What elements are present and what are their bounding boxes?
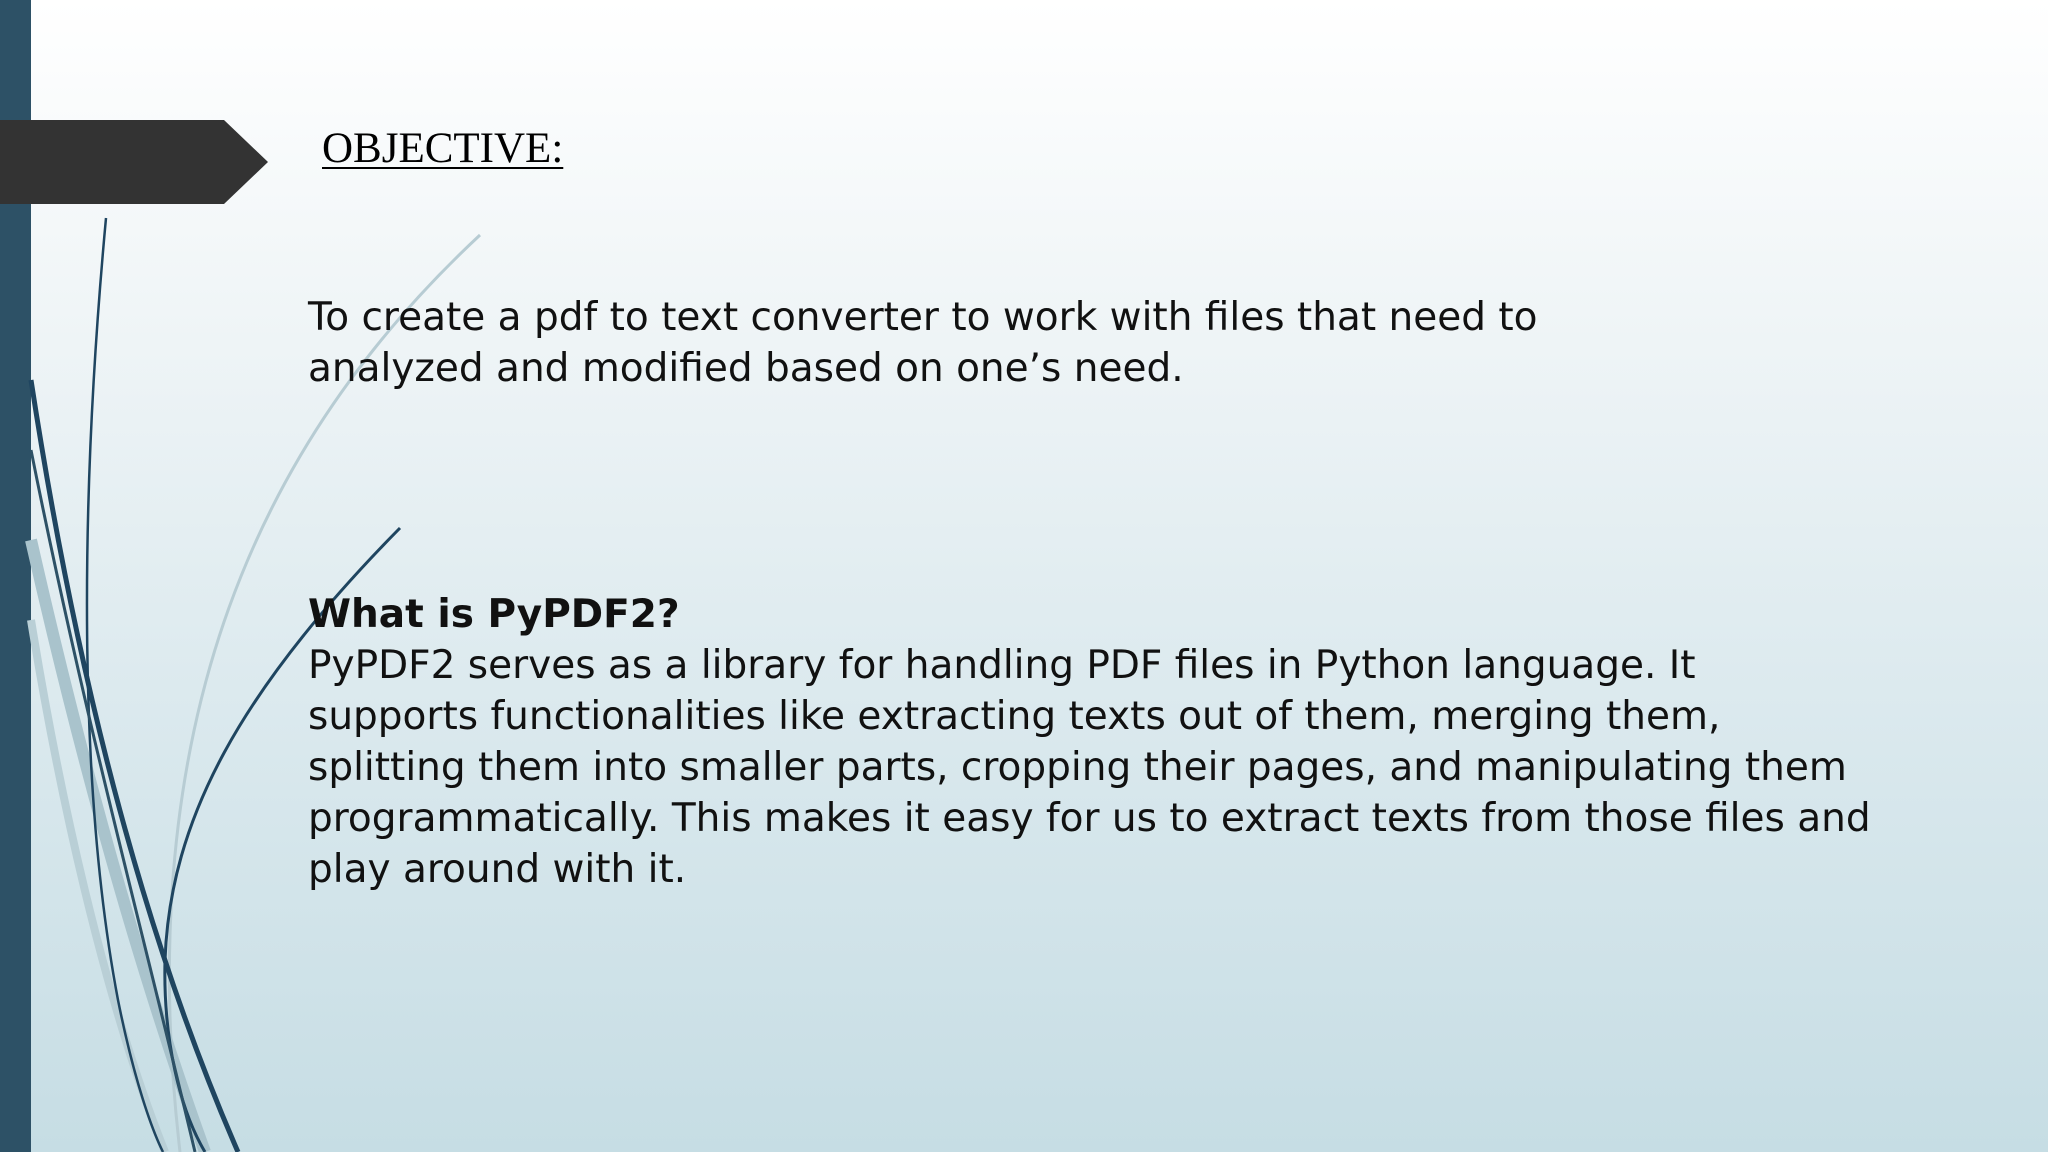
description-line: supports functionalities like extracting texts out of them, merging them,	[308, 694, 1721, 739]
title-tag-shape	[0, 120, 268, 204]
curve-light-3	[31, 620, 165, 1152]
objective-line: analyzed and modified based on one’s need.	[308, 346, 1184, 391]
description-line: programmatically. This makes it easy for us to extract texts from those files and	[308, 796, 1871, 841]
description-line: play around with it.	[308, 847, 687, 892]
curve-light-2	[31, 540, 205, 1152]
description-line: PyPDF2 serves as a library for handling PDF files in Python language. It	[308, 643, 1696, 688]
curve-dark-4	[31, 450, 195, 1152]
objective-text	[308, 292, 1888, 394]
objective-line: To create a pdf to text converter to work with files that need to	[308, 295, 1538, 340]
pypdf-description	[308, 640, 1948, 895]
curve-dark-2	[31, 380, 238, 1152]
slide-title: OBJECTIVE:	[322, 125, 564, 172]
pypdf-question-heading: What is PyPDF2?	[308, 592, 680, 637]
description-line: splitting them into smaller parts, cropping their pages, and manipulating them	[308, 745, 1847, 790]
